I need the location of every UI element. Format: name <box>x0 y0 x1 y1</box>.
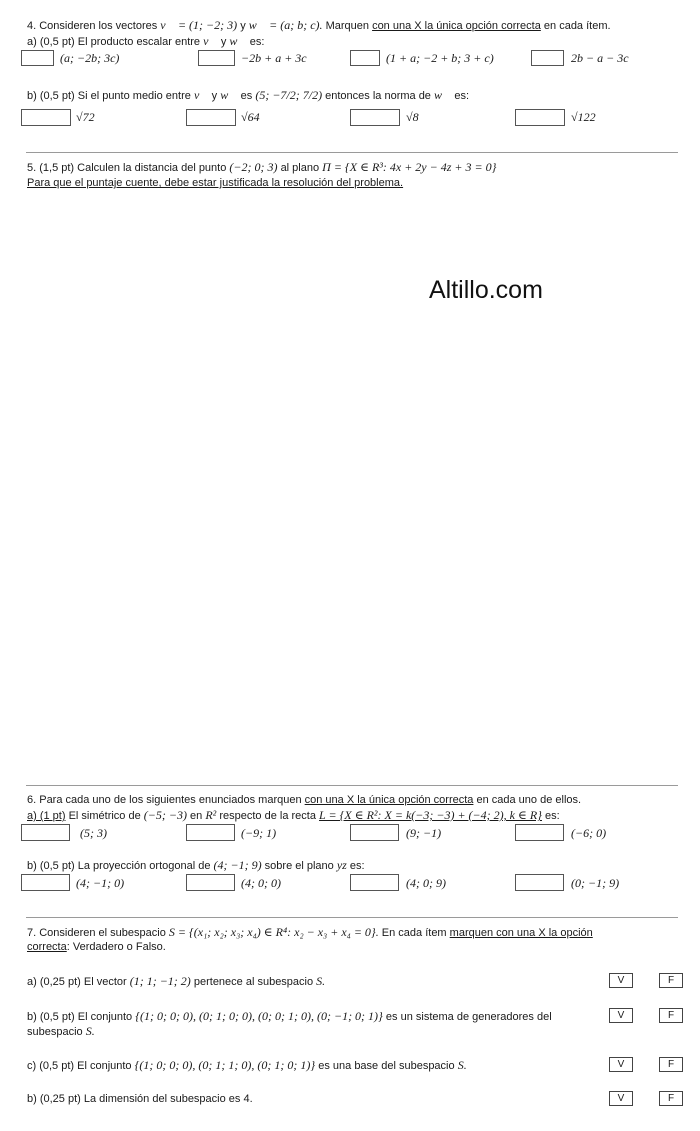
q7c-false-box[interactable]: F <box>659 1057 683 1072</box>
q6a-statement <box>27 808 560 823</box>
q6b-option-3-label: (4; 0; 9) <box>406 876 446 890</box>
q7b-math: {(1; 0; 0; 0), (0; 1; 0; 0), (0; 0; 1; 0), (0; −1; 0; 1)} <box>135 1009 383 1023</box>
q4b-option-1-label: √72 <box>76 110 95 124</box>
q4-mark-underlined: con una X la única opción correcta <box>372 20 541 32</box>
q7-intro-underlined1: marquen con una X la opción <box>449 927 593 939</box>
q5-point: (−2; 0; 3) <box>229 160 278 174</box>
q7b-tail: S. <box>85 1024 95 1038</box>
q6b-text2: sobre el plano <box>264 860 334 872</box>
q6b-option-2-checkbox[interactable] <box>186 874 235 891</box>
q7a-tail: S. <box>316 974 326 988</box>
q4b-label: b) (0,5 pt) Si el punto medio entre <box>27 90 191 102</box>
q4b-option-1-checkbox[interactable] <box>21 109 71 126</box>
q6b-option-3-checkbox[interactable] <box>350 874 399 891</box>
q7-intro-line1 <box>27 925 593 940</box>
q6b-option-2-label: (4; 0; 0) <box>241 876 281 890</box>
q4a-option-2-label: −2b + a + 3c <box>241 51 307 65</box>
q7-intro-pre: 7. Consideren el subespacio <box>27 927 166 939</box>
q5-text: 5. (1,5 pt) Calculen la distancia del punto <box>27 162 227 174</box>
q4b-es2: es: <box>454 90 470 102</box>
q6b-option-1-checkbox[interactable] <box>21 874 70 891</box>
q5-plane: Π = {X ∈ R³: 4x + 2y − 4z + 3 = 0} <box>322 160 497 174</box>
q4b-midpoint: (5; −7/2; 7/2) <box>255 88 323 102</box>
q6a-option-1-label: (5; 3) <box>80 826 107 840</box>
q4a-statement <box>27 34 264 49</box>
q4a-option-4-checkbox[interactable] <box>531 50 564 66</box>
q6-intro-underlined: con una X la única opción correcta <box>304 794 474 806</box>
q4a-v: v⃗ <box>203 34 218 48</box>
q7a-pre: a) (0,25 pt) El vector <box>27 976 127 988</box>
q6-intro <box>27 793 581 807</box>
q6a-text3: respecto de la recta <box>219 810 316 822</box>
q5-note-text: Para que el puntaje cuente, debe estar justificada la resolución del problema. <box>27 177 404 189</box>
q4-intro-text: 4. Consideren los vectores <box>27 20 158 32</box>
q4-mark-post: en cada ítem. <box>543 20 611 32</box>
q7b-statement-line2 <box>27 1024 95 1039</box>
q6a-option-3-label: (9; −1) <box>406 826 442 840</box>
q7c-math: {(1; 0; 0; 0), (0; 1; 1; 0), (0; 1; 0; 1)} <box>134 1058 316 1072</box>
q6a-line: L = {X ∈ R²: X = k(−3; −3) + (−4; 2), k ∈ R} <box>319 808 542 822</box>
q7-intro-post: : Verdadero o Falso. <box>66 941 166 953</box>
q7-intro-underlined2: correcta <box>27 941 67 953</box>
q4b-y: y <box>211 90 218 102</box>
q4a-option-1-checkbox[interactable] <box>21 50 54 66</box>
q7b-true-box[interactable]: V <box>609 1008 633 1023</box>
q4b-w2: w⃗ <box>434 88 452 102</box>
q4-vector-v: v⃗ = (1; −2; 3) <box>160 18 238 32</box>
q6a-label: a) (1 pt) <box>27 810 66 822</box>
q6b-statement <box>27 858 365 873</box>
q6a-text1: El simétrico de <box>68 810 141 822</box>
q7-intro-mid: En cada ítem <box>381 927 447 939</box>
q4a-w: w⃗ <box>229 34 247 48</box>
q7a-math: (1; 1; −1; 2) <box>129 974 191 988</box>
q6-intro-pre: 6. Para cada uno de los siguientes enunciados marquen <box>27 794 302 806</box>
q4b-option-4-checkbox[interactable] <box>515 109 565 126</box>
q6a-option-4-label: (−6; 0) <box>571 826 607 840</box>
q6-intro-post: en cada uno de ellos. <box>476 794 582 806</box>
q7-intro-line2 <box>27 940 166 954</box>
q6a-point: (−5; −3) <box>143 808 187 822</box>
q7c-post: es una base del subespacio <box>318 1060 455 1072</box>
q6b-label: b) (0,5 pt) La proyección ortogonal de <box>27 860 211 872</box>
q7a-false-box[interactable]: F <box>659 973 683 988</box>
q4b-es: es <box>240 90 253 102</box>
q4b-option-3-checkbox[interactable] <box>350 109 400 126</box>
q5-statement <box>27 160 496 175</box>
q7a-statement <box>27 974 325 989</box>
q4-vector-w: w⃗ = (a; b; c). <box>248 18 323 32</box>
q7d-statement <box>27 1092 253 1106</box>
q6b-es: es: <box>349 860 365 872</box>
q6a-option-3-checkbox[interactable] <box>350 824 399 841</box>
q7b-line2: subespacio <box>27 1026 83 1038</box>
q4a-option-1-label: (a; −2b; 3c) <box>60 51 120 65</box>
q7b-false-box[interactable]: F <box>659 1008 683 1023</box>
q6a-text2: en <box>190 810 203 822</box>
q6a-option-2-checkbox[interactable] <box>186 824 235 841</box>
q7d-true-box[interactable]: V <box>609 1091 633 1106</box>
q4-intro-line <box>27 18 611 33</box>
q4b-then: entonces la norma de <box>325 90 431 102</box>
q4a-option-3-checkbox[interactable] <box>350 50 380 66</box>
q6b-option-4-label: (0; −1; 9) <box>571 876 620 890</box>
q4b-w: w⃗ <box>220 88 238 102</box>
q6a-option-2-label: (−9; 1) <box>241 826 277 840</box>
q4a-es: es: <box>249 36 265 48</box>
q5-note <box>27 176 403 190</box>
q6b-option-1-label: (4; −1; 0) <box>76 876 125 890</box>
divider-q4-q5 <box>26 152 678 153</box>
q4b-v: v⃗ <box>193 88 209 102</box>
q4-mark-pre: Marquen <box>325 20 369 32</box>
q7b-post: es un sistema de generadores del <box>385 1011 552 1023</box>
q4-conj: y <box>240 20 246 32</box>
q4a-option-2-checkbox[interactable] <box>198 50 235 66</box>
q4b-option-2-checkbox[interactable] <box>186 109 236 126</box>
q7c-true-box[interactable]: V <box>609 1057 633 1072</box>
q6a-option-4-checkbox[interactable] <box>515 824 564 841</box>
q6a-es: es: <box>545 810 560 822</box>
q7d-pre: b) (0,25 pt) La dimensión del subespacio es 4. <box>27 1093 253 1105</box>
q4a-label: a) (0,5 pt) El producto escalar entre <box>27 36 201 48</box>
q4a-option-4-label: 2b − a − 3c <box>571 51 629 65</box>
q7-subspace: S = {(x₁; x₂; x₃; x₄) ∈ R⁴: x₂ − x₃ + x₄ = 0}. <box>168 925 379 939</box>
q6b-plane: yz <box>336 858 347 872</box>
q4a-option-3-label: (1 + a; −2 + b; 3 + c) <box>386 51 494 65</box>
q7c-tail: S. <box>457 1058 467 1072</box>
q4b-option-3-label: √8 <box>406 110 419 124</box>
q7b-pre: b) (0,5 pt) El conjunto <box>27 1011 133 1023</box>
q6b-point: (4; −1; 9) <box>213 858 262 872</box>
q6b-option-4-checkbox[interactable] <box>515 874 564 891</box>
q7a-true-box[interactable]: V <box>609 973 633 988</box>
watermark-logo: Altillo.com <box>429 276 543 304</box>
divider-q5-q6 <box>26 785 678 786</box>
q7c-statement <box>27 1058 467 1073</box>
q4b-option-2-label: √64 <box>241 110 260 124</box>
q6a-space: R² <box>205 808 217 822</box>
q4a-y: y <box>220 36 227 48</box>
q4b-statement <box>27 88 469 103</box>
q7a-post: pertenece al subespacio <box>193 976 314 988</box>
q6a-option-1-checkbox[interactable] <box>21 824 70 841</box>
divider-q6-q7 <box>26 917 678 918</box>
q5-plane-pre: al plano <box>280 162 320 174</box>
q7d-false-box[interactable]: F <box>659 1091 683 1106</box>
q7b-statement <box>27 1009 552 1024</box>
q4b-option-4-label: √122 <box>571 110 596 124</box>
q7c-pre: c) (0,5 pt) El conjunto <box>27 1060 132 1072</box>
